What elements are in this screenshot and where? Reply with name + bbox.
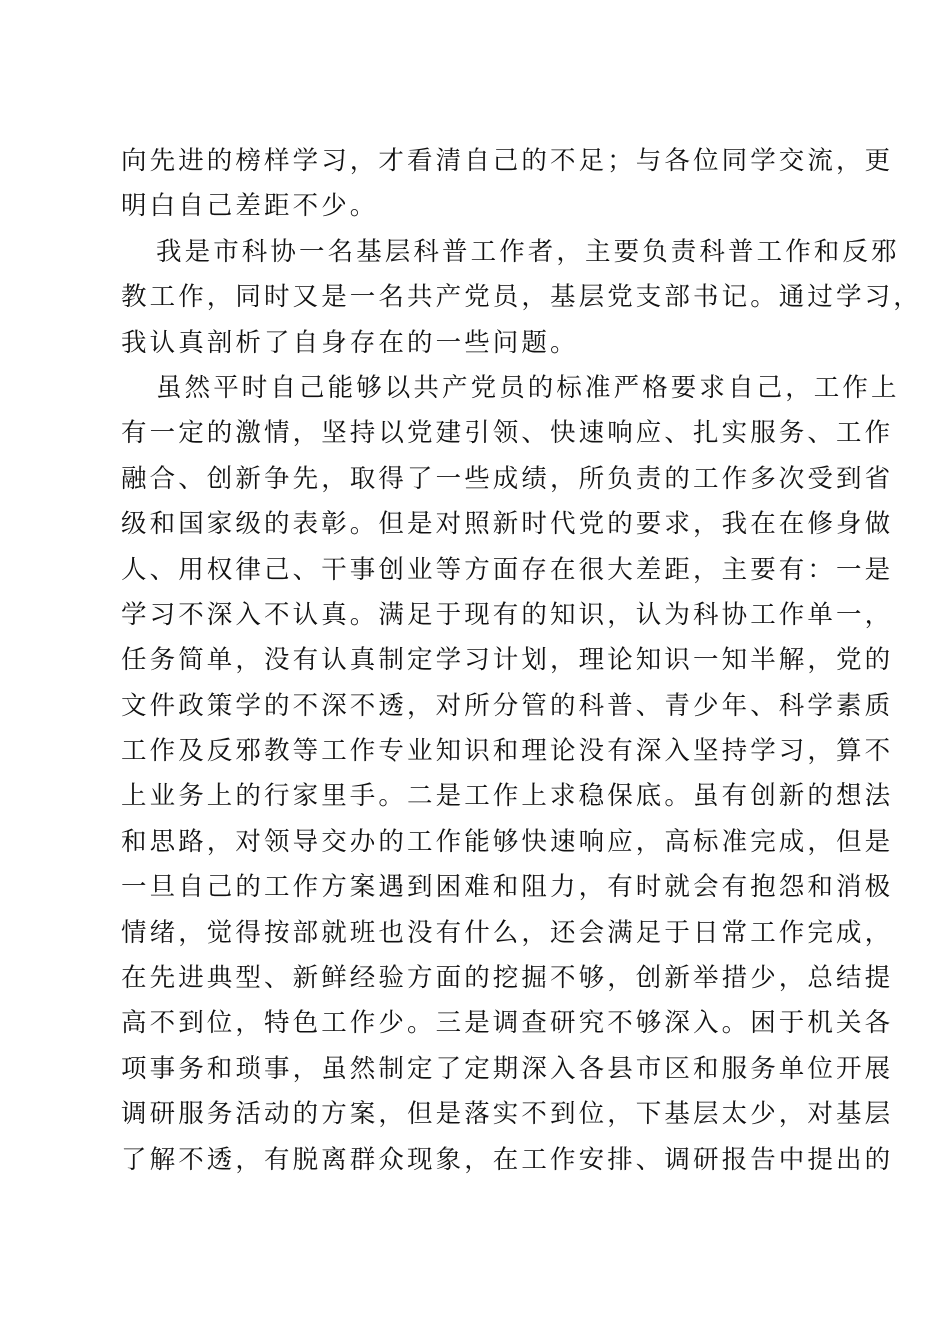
text-line: 有一定的激情，坚持以党建引领、快速响应、扎实服务、工作 [121,418,894,449]
text-line: 任务简单，没有认真制定学习计划，理论知识一知半解，党的 [121,645,894,676]
text-line: 人、用权律己、干事创业等方面存在很大差距，主要有：一是 [121,554,894,585]
text-line: 我认真剖析了自身存在的一些问题。 [121,327,579,358]
text-line: 级和国家级的表彰。但是对照新时代党的要求，我在在修身做 [121,509,894,540]
text-line: 虽然平时自己能够以共产党员的标准严格要求自己，工作上 [156,372,900,403]
text-line: 教工作，同时又是一名共产党员，基层党支部书记。通过学习， [121,282,922,313]
text-line: 和思路，对领导交办的工作能够快速响应，高标准完成，但是 [121,826,894,857]
document-body [121,139,922,1183]
text-line: 高不到位，特色工作少。三是调查研究不够深入。困于机关各 [121,1008,894,1039]
text-line: 向先进的榜样学习，才看清自己的不足；与各位同学交流，更 [121,146,894,176]
text-line: 项事务和琐事，虽然制定了定期深入各县市区和服务单位开展 [121,1053,894,1084]
text-line: 上业务上的行家里手。二是工作上求稳保底。虽有创新的想法 [121,781,894,812]
text-line: 明白自己差距不少。 [121,191,379,222]
text-line: 工作及反邪教等工作专业知识和理论没有深入坚持学习，算不 [121,736,894,767]
text-line: 了解不透，有脱离群众现象，在工作安排、调研报告中提出的 [121,1144,894,1175]
paragraph-1 [121,139,894,230]
paragraph-2 [121,230,922,366]
text-line: 学习不深入不认真。满足于现有的知识，认为科协工作单一， [121,599,894,630]
text-line: 调研服务活动的方案，但是落实不到位，下基层太少，对基层 [121,1099,894,1130]
text-line: 情绪，觉得按部就班也没有什么，还会满足于日常工作完成， [121,917,894,948]
text-line: 一旦自己的工作方案遇到困难和阻力，有时就会有抱怨和消极 [121,872,894,903]
text-line: 文件政策学的不深不透，对所分管的科普、青少年、科学素质 [121,690,894,721]
text-line: 在先进典型、新鲜经验方面的挖掘不够，创新举措少，总结提 [121,963,894,994]
text-line: 我是市科协一名基层科普工作者，主要负责科普工作和反邪 [156,236,900,267]
text-line: 融合、创新争先，取得了一些成绩，所负责的工作多次受到省 [121,463,894,494]
paragraph-3 [121,366,900,1183]
